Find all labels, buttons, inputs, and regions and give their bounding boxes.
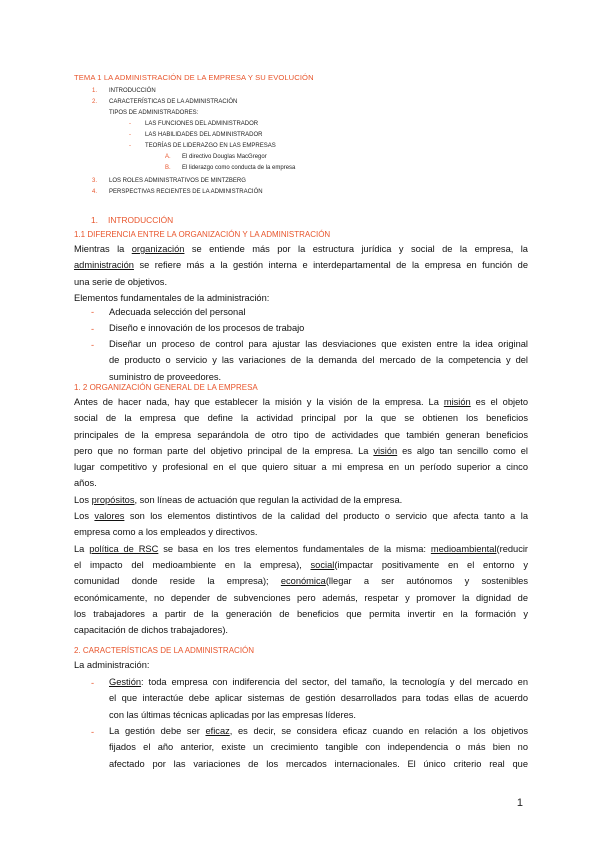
- toc-subsubitem: El liderazgo como conducta de la empresa: [182, 165, 296, 171]
- text-run: (llegar a ser autónomos y sostenibles: [325, 576, 528, 587]
- toc-number: 1.: [92, 88, 98, 94]
- section-heading-introduccion: [91, 215, 173, 225]
- toc-letter: A.: [165, 154, 171, 160]
- underlined-term: propósitos: [91, 494, 135, 505]
- text-line: Elementos fundamentales de la administración:: [74, 292, 270, 303]
- text-run: se refiere más a la gestión interna e interdepartamental de la empresa en función de: [133, 260, 528, 271]
- paragraph: [74, 657, 528, 673]
- text-line: La administración:: [74, 660, 150, 670]
- toc-item: TIPOS DE ADMINISTRADORES:: [109, 110, 199, 116]
- text-run: se entiende más por la estructura jurídica y social de la empresa, la: [184, 244, 528, 254]
- toc-item: INTRODUCCIÓN: [109, 88, 156, 94]
- section-heading-caracteristicas: 2. CARACTERÍSTICAS DE LA ADMINISTRACIÓN: [74, 646, 255, 655]
- text-line: años.: [74, 478, 97, 489]
- underlined-term: valores: [94, 511, 125, 522]
- text-line: social de la empresa que define la actividad principal por la que se obtienen los beneficios: [74, 413, 528, 424]
- underlined-term: misión: [443, 397, 471, 407]
- text-run: Antes de hacer nada, hay que establecer la misión y la visión de la empresa. La: [74, 397, 444, 407]
- text-run: Los: [74, 511, 95, 522]
- text-line: económicamente, no depender de subvenciones pero además, respetar y promover la dignidad de: [74, 592, 528, 603]
- text-run: el impacto del medioambiente en la empresa),: [74, 559, 311, 570]
- text-line: el que interactúe debe aplicar sistemas de gestión desarrollados para todas ellas de acuerdo: [109, 693, 528, 704]
- text-run: (reducir: [496, 543, 529, 554]
- bullet-item: [109, 320, 528, 336]
- text-line: Diseño e innovación de los procesos de trabajo: [109, 323, 305, 333]
- text-run: La: [74, 543, 90, 554]
- text-line: de producto o servicio y las variaciones de la demanda del mercado de la competencia y del: [109, 355, 528, 366]
- underlined-term: política de RSC: [89, 543, 159, 554]
- toc-dash: -: [129, 132, 131, 138]
- bullet-item: [109, 674, 528, 723]
- bullet-item: [109, 336, 528, 385]
- text-run: es el objeto: [470, 397, 528, 407]
- text-line: Adecuada selección del personal: [109, 307, 246, 317]
- text-line: empresa como a los empleados y directivos.: [74, 527, 258, 538]
- toc-item: CARACTERÍSTICAS DE LA ADMINISTRACIÓN: [109, 99, 238, 105]
- underlined-term: administración: [74, 260, 134, 271]
- toc-subitem: LAS FUNCIONES DEL ADMINISTRADOR: [145, 121, 259, 127]
- toc-item: LOS ROLES ADMINISTRATIVOS DE MINTZBERG: [109, 178, 246, 184]
- toc-number: 4.: [92, 189, 98, 195]
- toc-number: 3.: [92, 178, 98, 184]
- underlined-term: visión: [373, 445, 398, 456]
- text-run: se basa en los tres elementos fundamentales de la misma:: [158, 543, 431, 554]
- toc-letter: B.: [165, 165, 171, 171]
- text-line: Diseñar un proceso de control para ajustar las desviaciones que existen entre la idea original: [109, 339, 528, 349]
- text-line: principales de la empresa separándola de otro tipo de actividades que también generan beneficios: [74, 429, 528, 440]
- text-run: : toda empresa con indiferencia del sector, del tamaño, la tecnología y del mercado en: [141, 677, 528, 687]
- toc-number: 2.: [92, 99, 98, 105]
- underlined-term: organización: [131, 244, 185, 254]
- text-line: afectado por las variaciones de los mercados internacionales. El único criterio real que: [109, 758, 528, 769]
- text-line: suministro de proveedores.: [109, 371, 222, 382]
- underlined-term: medioambiental: [430, 543, 497, 554]
- underlined-term: Gestión: [109, 677, 142, 687]
- text-line: con las últimas técnicas aplicadas por las empresas líderes.: [109, 709, 356, 720]
- bullet-dash: -: [91, 324, 95, 334]
- text-line: capacitación de dichos trabajadores).: [74, 625, 229, 636]
- toc-item: PERSPECTIVAS RECIENTES DE LA ADMINISTRACIÓN: [109, 189, 263, 195]
- toc-dash: -: [129, 121, 131, 127]
- bullet-item: [109, 723, 528, 772]
- text-run: comunidad donde reside la empresa);: [74, 576, 281, 587]
- paragraph: [74, 241, 528, 306]
- page-number: 1: [516, 797, 523, 809]
- text-run: , son líneas de actuación que regulan la actividad de la empresa.: [134, 494, 403, 505]
- underlined-term: económica: [280, 576, 326, 587]
- text-line: una serie de objetivos.: [74, 276, 168, 287]
- underlined-term: social: [310, 559, 335, 570]
- bullet-item: [109, 304, 528, 320]
- text-line: lugar competitivo y profesional en el que quiero situar a mi empresa en un período superior a cinco: [74, 462, 528, 473]
- text-run: son los elementos distintivos de la calidad del producto o servicio que afecta tanto a la: [124, 511, 528, 522]
- text-line: fijados el año anterior, existe un crecimiento tangible con independencia o más bien no: [109, 742, 528, 753]
- section-title: INTRODUCCIÓN: [108, 215, 174, 225]
- text-run: es algo tan sencillo como el: [397, 445, 528, 456]
- text-run: pero que no forman parte del objetivo principal de la empresa. La: [74, 445, 374, 456]
- bullet-dash: -: [91, 307, 95, 317]
- text-run: , es decir, se considera eficaz cuando en relación a los objetivos: [229, 726, 528, 736]
- bullet-dash: -: [91, 678, 95, 688]
- toc-dash: -: [129, 143, 131, 149]
- text-run: (impactar positivamente en el entorno y: [334, 559, 528, 570]
- toc-subitem: LAS HABILIDADES DEL ADMINISTRADOR: [145, 132, 263, 138]
- underlined-term: eficaz: [205, 726, 230, 736]
- document-title: TEMA 1 LA ADMINISTRACIÓN DE LA EMPRESA Y SU EVOLUCIÓN: [74, 73, 314, 82]
- bullet-dash: -: [91, 727, 95, 737]
- text-run: Mientras la: [74, 244, 132, 254]
- text-line: los trabajadores a partir de la generación de beneficios que permita invertir en la formación y: [74, 608, 528, 619]
- toc-subsubitem: El directivo Douglas MacGregor: [182, 154, 267, 160]
- paragraph: [74, 394, 528, 638]
- section-number: 1.: [91, 215, 98, 225]
- text-run: Los: [74, 494, 92, 505]
- subsection-heading: 1. 2 ORGANIZACIÓN GENERAL DE LA EMPRESA: [74, 383, 258, 392]
- text-run: La gestión debe ser: [109, 726, 206, 736]
- subsection-heading: 1.1 DIFERENCIA ENTRE LA ORGANIZACIÓN Y LA ADMINISTRACIÓN: [74, 230, 331, 239]
- toc-subitem: TEORÍAS DE LIDERAZGO EN LAS EMPRESAS: [145, 143, 276, 149]
- bullet-dash: -: [91, 340, 95, 350]
